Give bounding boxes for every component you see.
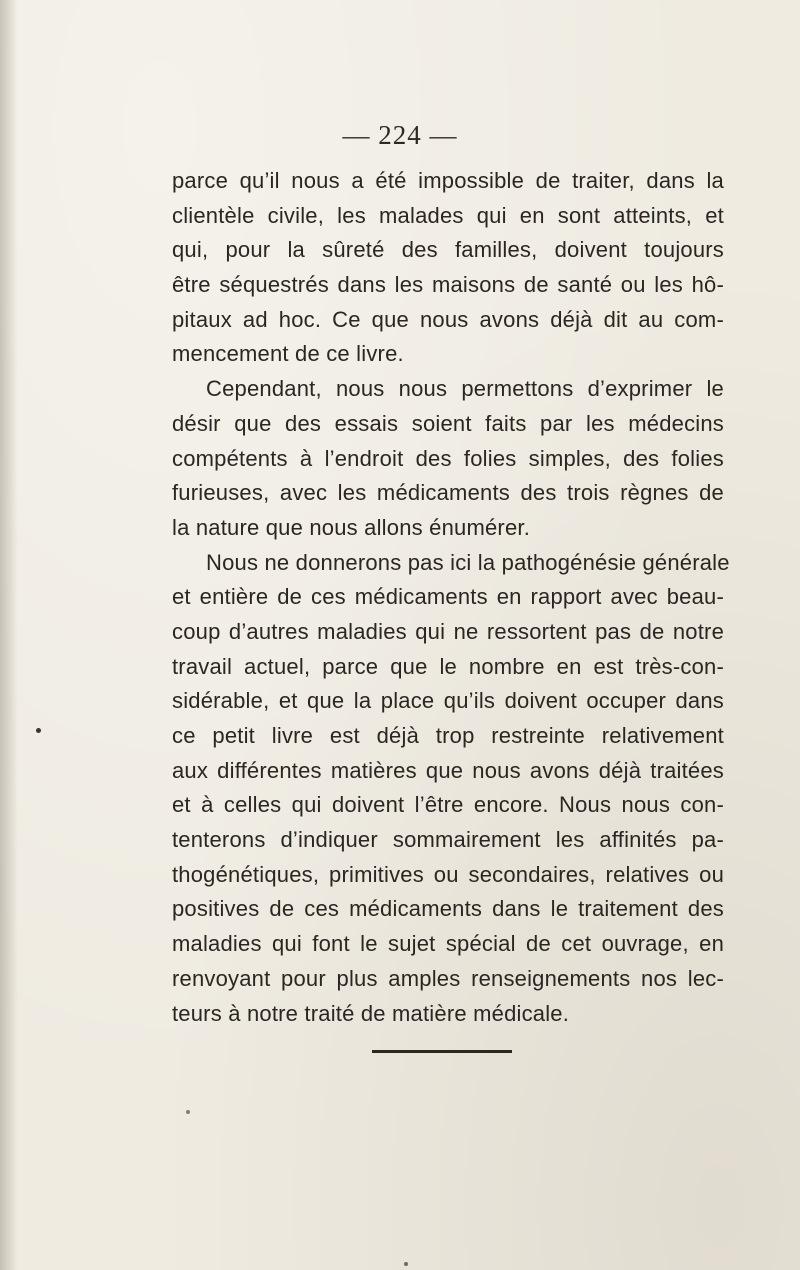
paper-speck <box>36 728 41 733</box>
page-gutter-shadow <box>0 0 18 1270</box>
text-line: désir que des essais soient faits par les médecins <box>172 410 724 436</box>
body-text <box>172 164 730 1031</box>
text-line: sidérable, et que la place qu’ils doivent occuper dans <box>172 688 724 714</box>
text-line: Cependant, nous nous permettons d’exprimer le <box>206 376 724 402</box>
text-line: mencement de ce livre. <box>172 341 404 367</box>
paragraph-2 <box>172 372 724 545</box>
text-line: positives de ces médicaments dans le traitement des <box>172 896 724 922</box>
text-line: pitaux ad hoc. Ce que nous avons déjà dit au com- <box>172 306 724 332</box>
paragraph-1 <box>172 164 724 372</box>
text-line: maladies qui font le sujet spécial de cet ouvrage, en <box>172 931 724 957</box>
text-line: travail actuel, parce que le nombre en est très-con- <box>172 653 724 679</box>
text-line: la nature que nous allons énumérer. <box>172 514 531 540</box>
text-line: tenterons d’indiquer sommairement les affinités pa- <box>172 827 724 853</box>
text-line: ce petit livre est déjà trop restreinte relativement <box>172 723 724 748</box>
text-line: et entière de ces médicaments en rapport avec beau- <box>172 584 724 610</box>
text-line: furieuses, avec les médicaments des trois règnes de <box>172 480 724 506</box>
text-line: clientèle civile, les malades qui en sont atteints, et <box>172 202 724 228</box>
text-line: aux différentes matières que nous avons déjà traitées <box>172 757 724 783</box>
text-line: parce qu’il nous a été impossible de traiter, dans la <box>172 168 724 193</box>
page-number: — 224 — <box>342 120 458 150</box>
text-line: coup d’autres maladies qui ne ressortent pas de notre <box>172 618 724 644</box>
paper-speck <box>186 1110 190 1114</box>
text-line: teurs à notre traité de matière médicale. <box>172 1000 570 1026</box>
text-line: qui, pour la sûreté des familles, doivent toujours <box>172 237 724 263</box>
text-line: renvoyant pour plus amples renseignements nos lec- <box>172 965 724 991</box>
section-end-rule <box>372 1050 512 1053</box>
text-line: et à celles qui doivent l’être encore. Nous nous con- <box>172 792 724 818</box>
text-line: thogénétiques, primitives ou secondaires, relatives ou <box>172 861 724 887</box>
text-line: être séquestrés dans les maisons de santé ou les hô- <box>172 272 724 298</box>
paragraph-3 <box>172 546 730 1032</box>
text-line: Nous ne donnerons pas ici la pathogénésie générale <box>206 549 730 575</box>
paper-speck <box>404 1262 408 1266</box>
text-line: compétents à l’endroit des folies simples, des folies <box>172 445 724 471</box>
